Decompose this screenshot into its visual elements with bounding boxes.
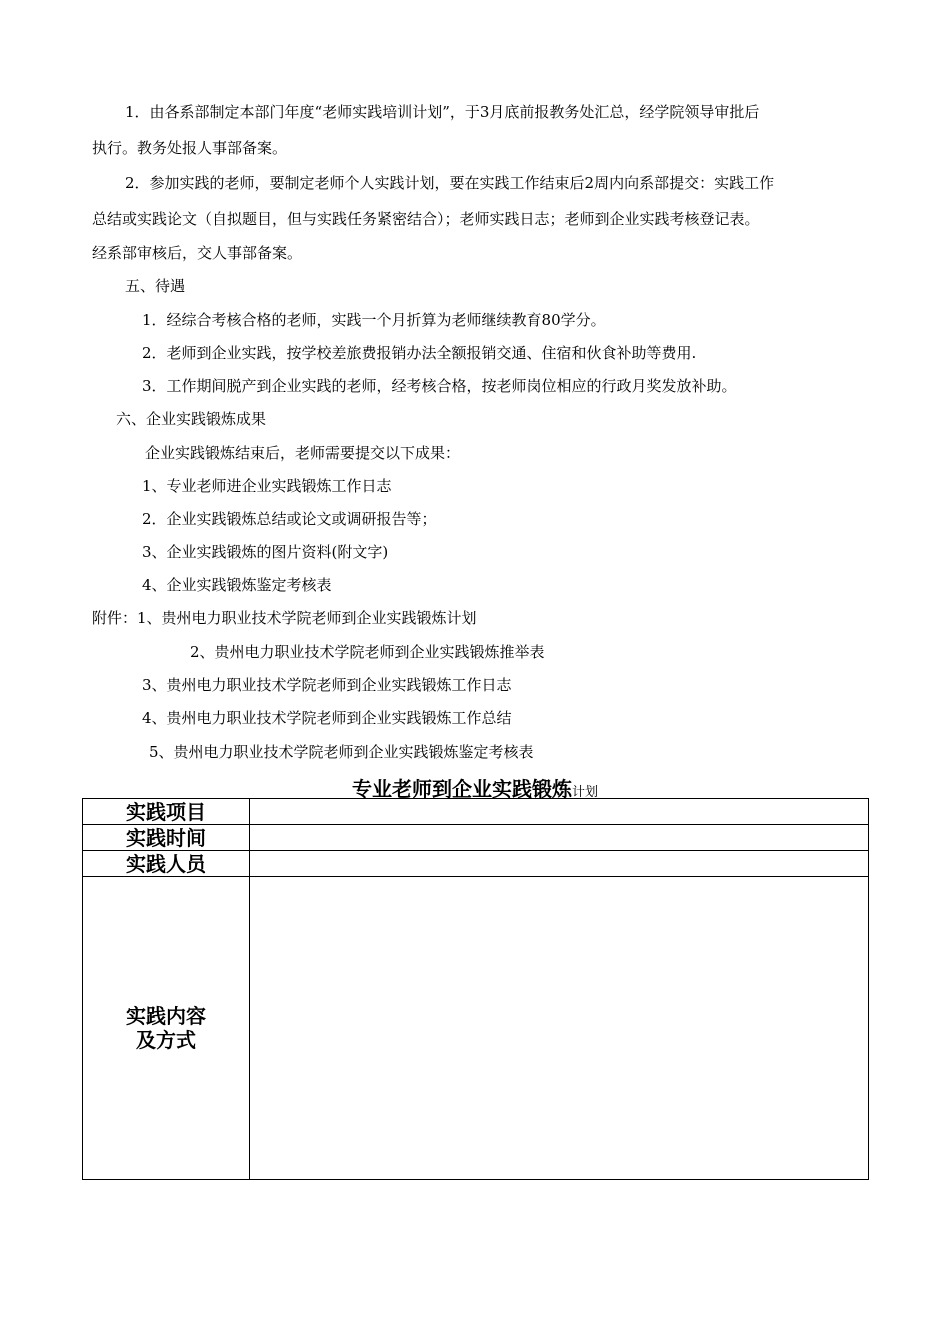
section-5-item-2: 2．老师到企业实践，按学校差旅费报销办法全额报销交通、住宿和伙食补助等费用.	[142, 344, 697, 362]
content-label-line-2: 及方式	[136, 1028, 196, 1052]
table-row	[83, 851, 869, 877]
section-5-item-1: 1．经综合考核合格的老师，实践一个月折算为老师继续教育80学分。	[142, 311, 606, 329]
section-5-item-3: 3．工作期间脱产到企业实践的老师，经考核合格，按老师岗位相应的行政月奖发放补助。	[142, 377, 737, 395]
personnel-value-cell[interactable]	[250, 851, 869, 877]
paragraph-1-line-1: 1．由各系部制定本部门年度“老师实践培训计划”，于3月底前报教务处汇总，经学院领导审批后	[125, 103, 760, 121]
personnel-label: 实践人员	[83, 851, 250, 877]
attachment-1: 附件：1、贵州电力职业技术学院老师到企业实践锻炼计划	[92, 609, 477, 627]
practice-plan-table	[82, 798, 869, 1180]
project-value-cell[interactable]	[250, 799, 869, 825]
time-label: 实践时间	[83, 825, 250, 851]
table-row	[83, 877, 869, 1180]
section-6-item-1: 1、专业老师进企业实践锻炼工作日志	[142, 477, 392, 495]
paragraph-2-line-3: 经系部审核后，交人事部备案。	[92, 244, 303, 262]
attachment-2: 2、贵州电力职业技术学院老师到企业实践锻炼推举表	[190, 643, 545, 661]
attachment-3: 3、贵州电力职业技术学院老师到企业实践锻炼工作日志	[142, 676, 512, 694]
attachment-5: 5、贵州电力职业技术学院老师到企业实践锻炼鉴定考核表	[149, 743, 534, 761]
paragraph-2-line-1: 2．参加实践的老师，要制定老师个人实践计划，要在实践工作结束后2周内向系部提交：实践工作	[125, 174, 775, 192]
paragraph-2-line-2: 总结或实践论文（自拟题目，但与实践任务紧密结合）；老师实践日志；老师到企业实践考核登记表。	[92, 210, 760, 228]
table-row	[83, 825, 869, 851]
attachment-4: 4、贵州电力职业技术学院老师到企业实践锻炼工作总结	[142, 709, 512, 727]
paragraph-1-line-2: 执行。教务处报人事部备案。	[92, 139, 288, 157]
form-title-main: 专业老师到企业实践锻炼	[351, 777, 572, 801]
content-method-label	[83, 877, 250, 1180]
table-row	[83, 799, 869, 825]
content-label-line-1: 实践内容	[126, 1004, 206, 1028]
section-6-item-2: 2．企业实践锻炼总结或论文或调研报告等；	[142, 510, 437, 528]
section-5-heading: 五、待遇	[125, 277, 186, 295]
section-6-heading: 六、企业实践锻炼成果	[116, 410, 267, 428]
time-value-cell[interactable]	[250, 825, 869, 851]
section-6-item-3: 3、企业实践锻炼的图片资料(附文字)	[142, 543, 389, 561]
form-title-suffix: 计划	[571, 785, 598, 800]
project-label: 实践项目	[83, 799, 250, 825]
section-6-intro: 企业实践锻炼结束后，老师需要提交以下成果：	[145, 444, 461, 462]
content-method-value-cell[interactable]	[250, 877, 869, 1180]
section-6-item-4: 4、企业实践锻炼鉴定考核表	[142, 576, 332, 594]
